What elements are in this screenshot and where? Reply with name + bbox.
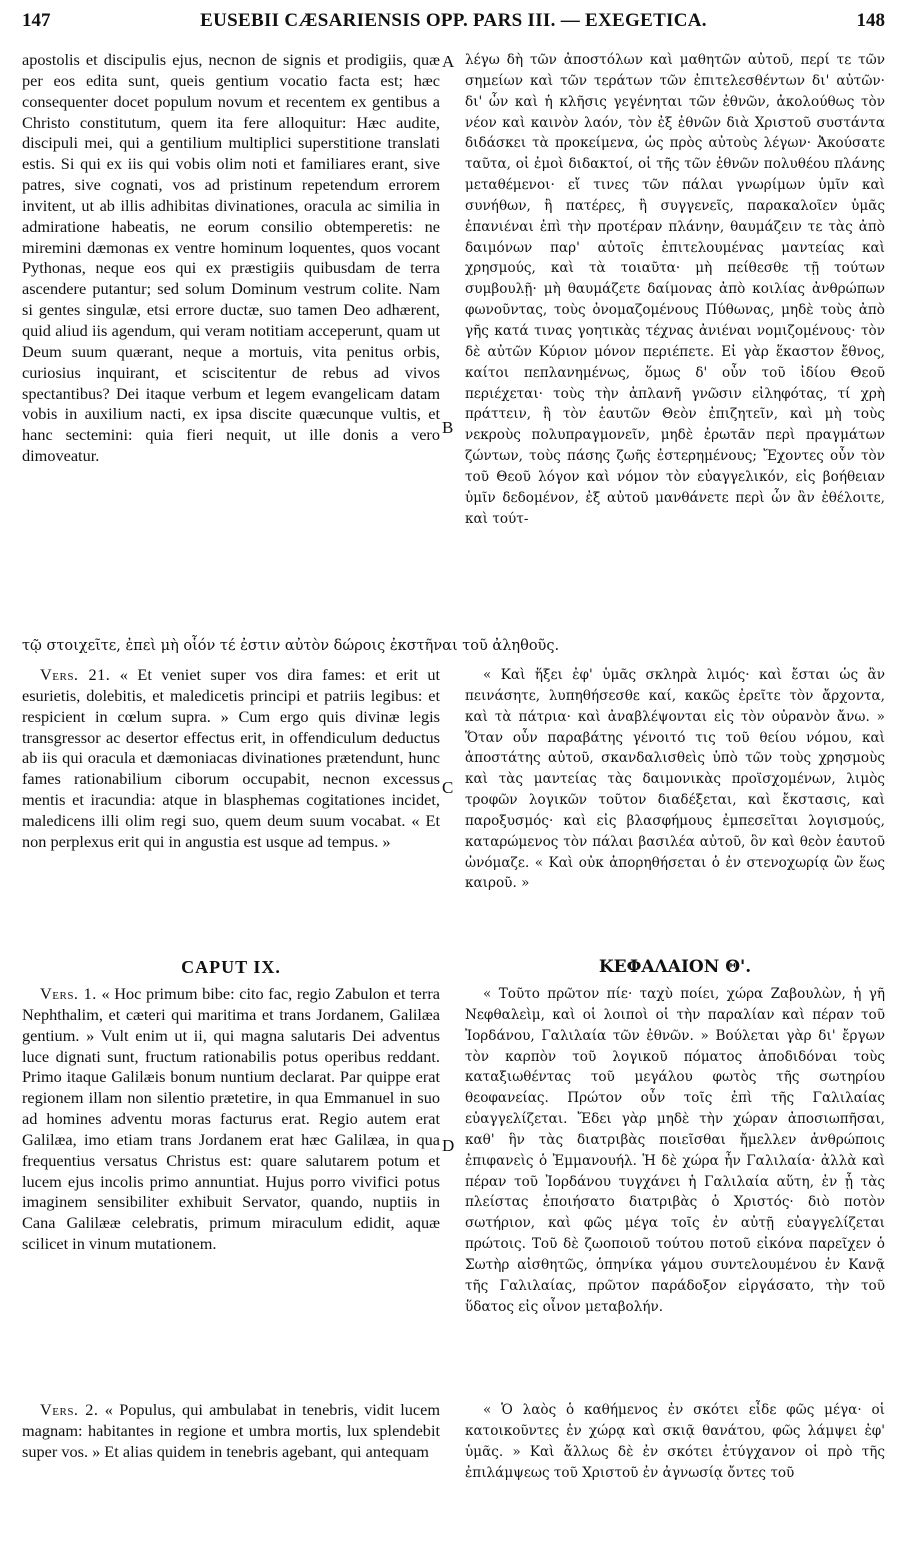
page-number-right: 148 bbox=[856, 10, 885, 31]
greek-verse-1 bbox=[465, 984, 885, 1318]
latin-column-top bbox=[22, 50, 440, 634]
latin-verse-21 bbox=[22, 665, 440, 853]
greek-paragraph: « Ὁ λαὸς ὁ καθήμενος ἐν σκότει εἶδε φῶς μέγα· οἱ κατοικοῦντες ἐν χώρᾳ καὶ σκιᾷ θανάτου, φῶς λάμψει ἐφ' ὑμᾶς. » Καὶ ἄλλως δὲ ἐν σκότει ἐτύγχανον οἱ πρὸ τῆς ἐπιλάμψεως τοῦ Χριστοῦ ἐν ἀγνωσίᾳ ὄντες τοῦ bbox=[465, 1402, 885, 1481]
verse-label: Vers. 2. bbox=[40, 1400, 99, 1419]
verse-text: « Hoc primum bibe: cito fac, regio Zabulon et terra Nephthalim, et cæteri qui maritima et trans Jordanem, Galilæa gentium. » Vult enim ut ii, qui magna salutaris Dei adventus luce dignati sunt, fructum rationabilis potus operibus reddant. Primo itaque Galilæis bonum nuntium declarat. Par quippe erat regionem illam non silentio prætetire, in qua Emmanuel in suo ad homines adventu moras facturus erat. Regio autem erat Galilæa, imo etiam trans Jordanem erat hæc Galilæa, in qua frequentius versatus Christus est: quare salutarem potum et lucem ejus incolis primo annuntiat. Hujus porro vivifici potus imaginem sensibiliter exhibuit Servator, quando, nuptiis in Cana Galilææ celebratis, primum miraculum edidit, aquæ scilicet in vinum mutationem. bbox=[22, 984, 440, 1254]
verse-label: Vers. 1. bbox=[40, 984, 97, 1003]
latin-paragraph-intro: apostolis et discipulis ejus, necnon de signis et prodigiis, quæ per eos edita sunt, queis gentium vocatio facta est; hæc consequenter docet populum novum et recentem ex gentibus a Christo constitutum, quem ita fere alloquitur: Hæc audite, discipuli mei, qui a gentilium multiplici superstitione translati estis. Si qui ex iis qui vobis olim noti et familiares erant, sive patres, sive cognati, vos ad pristinum repetendum errorem invitent, ut ab illis adhibitas divinationes, oracula ac similia in admiratione habeatis, ne eorum consilio obtemperetis: ne miremini dæmonas ex ventre hominum loquentes, quos vocant Pythonas, neque eos qui ex præstigiis quibusdam de terra ascendere putantur; sed solum Dominum vestrum colite. Nam si gentes singulæ, etsi errore ductæ, suo tamen Deo adhærent, quid aliud iis agendum, qui veram notitiam acceperunt, quam ut Deum suum quærant, neque a mortuis, vita penitus orbis, curiosius inquirant, et sciscitentur de rebus ad vivos spectantibus? Dei itaque verbum et legem evangelicam datam vobis in auxilium nacti, ex ipsa discite quæcunque vultis, et hanc sectemini: quia fieri nequit, ut ille donis a vero dimoveatur. bbox=[22, 50, 440, 466]
margin-marker-a: A bbox=[442, 52, 455, 71]
margin-marker-b: B bbox=[442, 418, 454, 437]
greek-paragraph: « Τοῦτο πρῶτον πίε· ταχὺ ποίει, χώρα Ζαβουλὼν, ἡ γῆ Νεφθαλεὶμ, καὶ οἱ λοιποὶ οἱ τὴν παραλίαν καὶ πέραν τοῦ Ἰορδάνου, Γαλιλαία τῶν ἐθνῶν. » Βούλεται γὰρ δι' ἔργων τὸν καρπὸν τοῦ λογικοῦ πόματος ἀποδιδόναι τοὺς καταξιωθέντας τοῦ μεγάλου φωτὸς τῆς σωτηρίου θεοφανείας. Πρώτον οὖν τοῖς ἐπὶ τῆς Γαλιλαίας εὐαγγελίζεται. Ἔδει γὰρ μηδὲ τὴν χώραν ἀποσιωπῆσαι, καθ' ἣν τὰς διατριβὰς ποιεῖσθαι ἤμελλεν ἀνθρώποις ἐπιφανεὶς ὁ Ἐμμανουήλ. Ἡ δὲ χώρα ἦν Γαλιλαία· ἀλλὰ καὶ πέραν τοῦ Ἰορδάνου τυγχάνει ἡ Γαλιλαία αὕτη, ἐν ᾗ τὰς πλείστας ἐποιήσατο διατριβὰς ὁ Χριστός· διὸ ποτὸν σωτήριον, καὶ φῶς μέγα τοῖς ἐν αὐτῇ εὐαγγελίζεται πρώτοις. Τοῦ δὲ ζωοποιοῦ τούτου ποτοῦ εἰκόνα παρεῖχεν ὁ Σωτὴρ αἰσθητῶς, ὁπηνίκα γάμου συντελουμένου ἐν Κανᾷ τῆς Γαλιλαίας, πρῶτον παράδοξον εἰργάσατο, τὴν τοῦ ὕδατος εἰς οἶνον μεταβολήν. bbox=[465, 986, 885, 1315]
kephalaion-heading: ΚΕΦΑΛΑΙΟΝ Θ'. bbox=[598, 957, 752, 977]
greek-column-top bbox=[465, 50, 885, 634]
page-number-left: 147 bbox=[22, 10, 51, 31]
caput-heading: CAPUT IX. bbox=[181, 957, 281, 977]
latin-verse-1 bbox=[22, 984, 440, 1255]
running-header bbox=[22, 10, 885, 40]
margin-marker-d: D bbox=[442, 1136, 455, 1155]
verse-text: « Populus, qui ambulabat in tenebris, vidit lucem magnam: habitantes in regione et umbra mortis, lux splendebit super vos. » Et alias quidem in tenebris agebant, qui antequam bbox=[22, 1400, 440, 1461]
greek-spanning-line: τῷ στοιχεῖτε, ἐπεὶ μὴ οἷόν τέ ἐστιν αὐτὸν δώροις ἐκστῆναι τοῦ ἀληθοῦς. bbox=[22, 638, 560, 654]
verse-text: « Et veniet super vos dira fames: et erit ut esurietis, dolebitis, et maledicetis principi et patriis legibus: et respicient in cœlum supra. » Cum ergo quis divinæ legis transgressor ac desertor effectus erit, in offendiculum deductus ab iis qui oracula et dæmoniacas divinationes prætendunt, hunc fames rationabilium ciborum occupabit, necnon excessus mentis et iracundia: atque in blasphemas cogitationes incidet, maledicens illi olim regi suo, quem deum suum vocabat. « Et non perplexus erit qui in angustia est usque ad tempus. » bbox=[22, 665, 440, 851]
running-title: EUSEBII CÆSARIENSIS OPP. PARS III. — EXEGETICA. bbox=[200, 10, 707, 31]
latin-verse-2 bbox=[22, 1400, 440, 1463]
greek-verse-21 bbox=[465, 665, 885, 894]
greek-paragraph-intro: λέγω δὴ τῶν ἀποστόλων καὶ μαθητῶν αὐτοῦ, περί τε τῶν σημείων καὶ τῶν τεράτων τῶν ἐπιτελεσθέντων δι' αὐτῶν· δι' ὧν καὶ ἡ κλῆσις γεγένηται τῶν ἐθνῶν, ἀκολούθως τὸν νέον καὶ καινὸν λαόν, τὸν ἐξ ἐθνῶν διὰ Χριστοῦ συστάντα διδάσκει τὰ προκείμενα, ὡς πρὸς αὐτοὺς λέγων· Ἀκούσατε ταῦτα, οἱ ἐμοὶ διδακτοί, οἱ τῆς τῶν ἐθνῶν πολυθέου πλάνης μεταθέμενοι· εἴ τινες τῶν πάλαι γνωρίμων ὑμῖν καὶ συνήθων, ἢ πατέρες, ἢ συγγενεῖς, παρακαλοῖεν ὑμᾶς ἐπανιέναι ἐπὶ τὴν προτέραν πλάνην, θαυμάζειν τε τὰς ἀπὸ δαιμόνων παρ' αὐτοῖς ἐπιτελουμένας μαντείας καὶ χρησμούς, καὶ τὰ τοιαῦτα· μὴ πείθεσθε τῇ τούτων συμβουλῇ· μὴ θαυμάζετε δαίμονας ἀπὸ κοιλίας ἀνθρώπων φωνοῦντας, τοὺς ὀνομαζομένους Πύθωνας, μηδὲ τοὺς ἀπὸ γῆς κατά τινας γοητικὰς τέχνας ἀνιέναι νομιζομένους· τὸν δὲ αὐτῶν Κύριον μόνον περιέπετε. Εἰ γὰρ ἕκαστον ἔθνος, καίτοι πεπλανημένως, ὅμως δ' οὖν τοῦ ἰδίου Θεοῦ περιέχεται· τοὺς τὴν ἀπλανῆ γνῶσιν εἰληφότας, τί χρὴ πράττειν, ἢ τὸν ἑαυτῶν Θεὸν ἐπιζητεῖν, καὶ μὴ τοὺς νεκροὺς πολυπραγμονεῖν, μηδὲ ἐρωτᾶν περὶ πραγμάτων ζώντων, τοὺς πάσης ζωῆς ἐστερημένους; Ἔχοντες οὖν τὸν τοῦ Θεοῦ λόγον καὶ νόμον τὸν εὐαγγελικόν, εἰς βοήθειαν ὑμῖν δεδομένον, ἐξ αὐτοῦ μανθάνετε περὶ ὧν ἂν ἐθέλοιτε, καὶ τούτ- bbox=[465, 52, 885, 527]
verse-label: Vers. 21. bbox=[40, 665, 111, 684]
greek-paragraph: « Καὶ ἥξει ἐφ' ὑμᾶς σκληρὰ λιμός· καὶ ἔσται ὡς ἂν πεινάσητε, λυπηθήσεσθε καί, κακῶς ἐρεῖτε τὸν ἄρχοντα, καὶ τὰ πάτρια· καὶ ἀναβλέψονται εἰς τὸν οὐρανὸν ἄνω. » Ὅταν οὖν παραβάτης γένοιτό τις τοῦ θείου νόμου, καὶ ἀποστάτης αὐτοῦ, σκανδαλισθεὶς ὑπὸ τῶν τοὺς χρησμοὺς καὶ τὰς μαντείας τὰς δαιμονικὰς προϊσχομένων, λιμὸς τροφῶν λογικῶν τοῦτον διαδέξεται, καὶ ἔκστασις, καὶ παροξυσμός· καὶ εἰς βλασφήμους ἐμπεσεῖται λογισμούς, καταρώμενος τὸν πάλαι βασιλέα αὐτοῦ, ὃν καὶ θεὸν ἑαυτοῦ ὠνόμαζε. « Καὶ οὐκ ἀπορηθήσεται ὁ ἐν στενοχωρίᾳ ὢν ἕως καιροῦ. » bbox=[465, 667, 885, 892]
greek-verse-2 bbox=[465, 1400, 885, 1483]
margin-marker-c: C bbox=[442, 778, 454, 797]
